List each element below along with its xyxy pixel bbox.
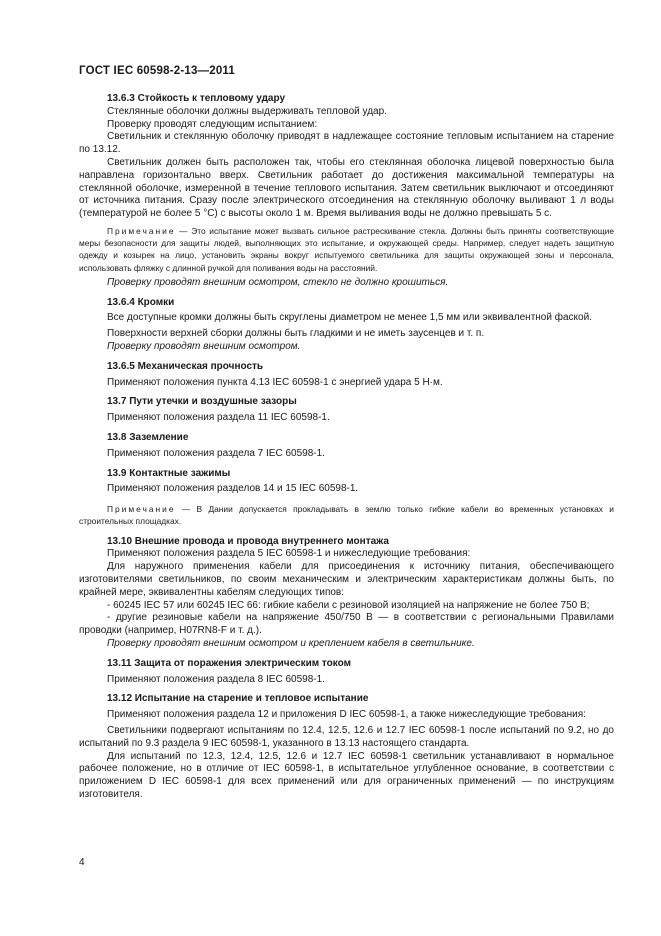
paragraph: Применяют положения раздела 5 IEC 60598-1 и нижеследующие требования: [107,548,471,560]
list-item: - 60245 IEC 57 или 60245 IEC 66: гибкие кабели с резиновой изоляцией на напряжение не более 750 В; [107,599,590,611]
paragraph: Для наружного применения кабели для присоединения к источнику питания, обеспечивающего изготовителями светильников, по своим механическим и электрическим характеристикам должны быть, по крайней мере, эквивалентны кабелям следующих типов: [79,561,614,598]
section-heading-13-11: 13.11 Защита от поражения электрическим током [107,657,352,669]
section-heading-13-6-4: 13.6.4 Кромки [107,296,175,308]
paragraph: Проверку проводят следующим испытанием: [107,118,318,130]
document-body [79,93,614,802]
check-statement: Проверку проводят внешним осмотром, стекло не должно крошиться. [107,276,449,288]
paragraph: Поверхности верхней сборки должны быть гладкими и не иметь заусенцев и т. п. [107,328,485,340]
paragraph: Применяют положения раздела 7 IEC 60598-1. [107,447,325,459]
paragraph: Применяют положения пункта 4.13 IEC 60598-1 с энергией удара 5 Н·м. [107,376,443,388]
note [79,503,614,527]
section-heading-13-7: 13.7 Пути утечки и воздушные зазоры [107,396,297,408]
paragraph: Для испытаний по 12.3, 12.4, 12.5, 12.6 и 12.7 IEC 60598-1 светильник устанавливают в нормальное рабочее положение, но в отличие от IEC 60598-1, в испытательное углубленное основание, в соответствии с приложением D IEC 60598-1 для всех применений или для ограниченных применений — по инструкциям изготовителя. [79,750,614,800]
paragraph: Применяют положения раздела 8 IEC 60598-1. [107,673,325,685]
document-header: ГОСТ IEC 60598-2-13—2011 [79,65,235,77]
check-statement: Проверку проводят внешним осмотром. [107,340,301,352]
note-label: Примечание [107,225,176,236]
paragraph: Светильник и стеклянную оболочку приводят в надлежащее состояние тепловым испытанием на старение по 13.12. [79,131,614,156]
note-text: — В Дании допускается прокладывать в землю только гибкие кабели во временных установках и строительных площадках. [79,504,614,527]
section-heading-13-9: 13.9 Контактные зажимы [107,467,231,479]
paragraph: Применяют положения раздела 12 и приложения D IEC 60598-1, а также нижеследующие требования: [107,709,586,721]
paragraph: Применяют положения разделов 14 и 15 IEC 60598-1. [107,483,359,495]
section-heading-13-10: 13.10 Внешние провода и провода внутреннего монтажа [107,535,389,547]
section-heading-13-6-5: 13.6.5 Механическая прочность [107,360,264,372]
section-heading-13-8: 13.8 Заземление [107,431,189,443]
page-number: 4 [79,857,85,868]
note [79,225,614,274]
section-heading-13-12: 13.12 Испытание на старение и тепловое испытание [107,693,369,705]
section-heading-13-6-3: 13.6.3 Стойкость к тепловому удару [107,93,286,104]
paragraph: Стеклянные оболочки должны выдерживать тепловой удар. [107,105,387,117]
note-text: — Это испытание может вызвать сильное растрескивание стекла. Должны быть приняты соответствующие меры безопасности для защиты людей, выполняющих это испытание, и окружающей среды. Например, следует надеть защитную одежду и козырек на лицо, установить экраны вокруг испытуемого светильника для защиты окружающей зоны и персонала, использовать фляжку с длинной ручкой для поливания воды на расстояний. [79,225,614,273]
check-statement: Проверку проводят внешним осмотром и креплением кабеля в светильнике. [107,637,475,649]
paragraph: Все доступные кромки должны быть скруглены диаметром не менее 1,5 мм или эквивалентной фаской. [107,312,592,324]
paragraph: Применяют положения раздела 11 IEC 60598-1. [107,412,330,424]
paragraph: Светильники подвергают испытаниям по 12.4, 12.5, 12.6 и 12.7 IEC 60598-1 после испытаний по 9.2, но до испытаний по 9.3 раздела 9 IEC 60598-1, указанного в 13.13 настоящего стандарта. [79,724,614,749]
list-item: - другие резиновые кабели на напряжение 450/750 В — в соответствии с региональными Правилами проводки (например, H07RN8-F и т. д.). [79,612,614,637]
note-label: Примечание [107,504,176,515]
paragraph: Светильник должен быть расположен так, чтобы его стеклянная оболочка лицевой поверхностью была направлена горизонтально вверх. Светильник работает до достижения максимальной температуры на стеклянной оболочке, измеренной в течение теплового испытания. Затем светильник выключают и отсоединяют от источника питания. Сразу после электрического отсоединения на стеклянную оболочку выливают 1 л воды (температурой не более 5 °С) с высоты около 1 м. Время выливания воды не должно превышать 5 с. [79,156,614,220]
